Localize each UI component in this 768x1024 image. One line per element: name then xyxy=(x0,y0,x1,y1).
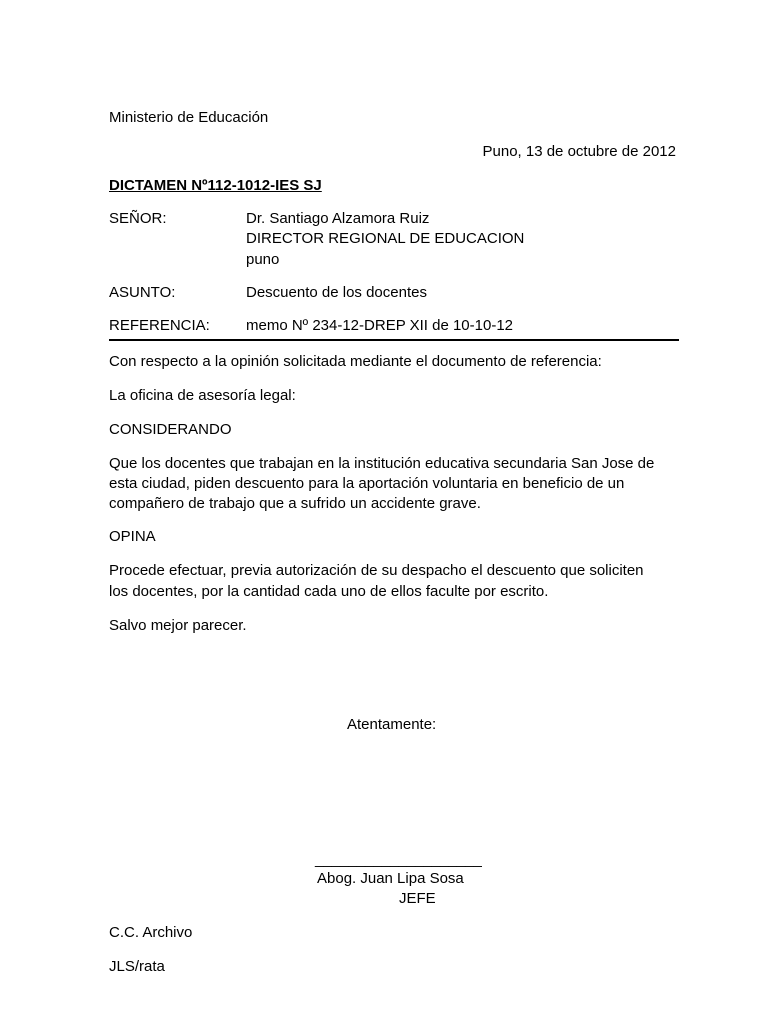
body-considerando: CONSIDERANDO xyxy=(109,421,232,438)
signature-line: ____________________ xyxy=(315,851,482,868)
body-opinion-text-l1: Procede efectuar, previa autorización de su despacho el descuento que soliciten xyxy=(109,562,644,579)
body-opina: OPINA xyxy=(109,528,156,545)
asunto-label: ASUNTO: xyxy=(109,284,176,301)
senor-name: Dr. Santiago Alzamora Ruiz xyxy=(246,210,430,227)
closing-atentamente: Atentamente: xyxy=(347,716,437,733)
dictamen-number: DICTAMEN Nº112-1012-IES SJ xyxy=(109,177,322,194)
referencia-label: REFERENCIA: xyxy=(109,317,210,334)
body-opinion-text-l2: los docentes, por la cantidad cada uno de ellos faculte por escrito. xyxy=(109,583,549,600)
body-salvo: Salvo mejor parecer. xyxy=(109,617,247,634)
body-considerando-text-l3: compañero de trabajo que a sufrido un accidente grave. xyxy=(109,495,481,512)
signer-title: JEFE xyxy=(399,890,436,907)
asunto-value: Descuento de los docentes xyxy=(246,284,427,301)
ministry-heading: Ministerio de Educación xyxy=(109,109,269,126)
header-divider xyxy=(109,339,679,341)
body-office: La oficina de asesoría legal: xyxy=(109,387,296,404)
senor-position: DIRECTOR REGIONAL DE EDUCACION xyxy=(246,230,525,247)
cc-archive: C.C. Archivo xyxy=(109,924,193,941)
signer-name: Abog. Juan Lipa Sosa xyxy=(317,870,464,887)
senor-city: puno xyxy=(246,251,280,268)
place-date: Puno, 13 de octubre de 2012 xyxy=(482,143,676,160)
body-considerando-text-l1: Que los docentes que trabajan en la institución educativa secundaria San Jose de xyxy=(109,455,655,472)
body-considerando-text-l2: esta ciudad, piden descuento para la aportación voluntaria en beneficio de un xyxy=(109,475,625,492)
initials: JLS/rata xyxy=(109,958,165,975)
senor-label: SEÑOR: xyxy=(109,210,167,227)
body-intro: Con respecto a la opinión solicitada mediante el documento de referencia: xyxy=(109,353,602,370)
referencia-value: memo Nº 234-12-DREP XII de 10-10-12 xyxy=(246,317,513,334)
